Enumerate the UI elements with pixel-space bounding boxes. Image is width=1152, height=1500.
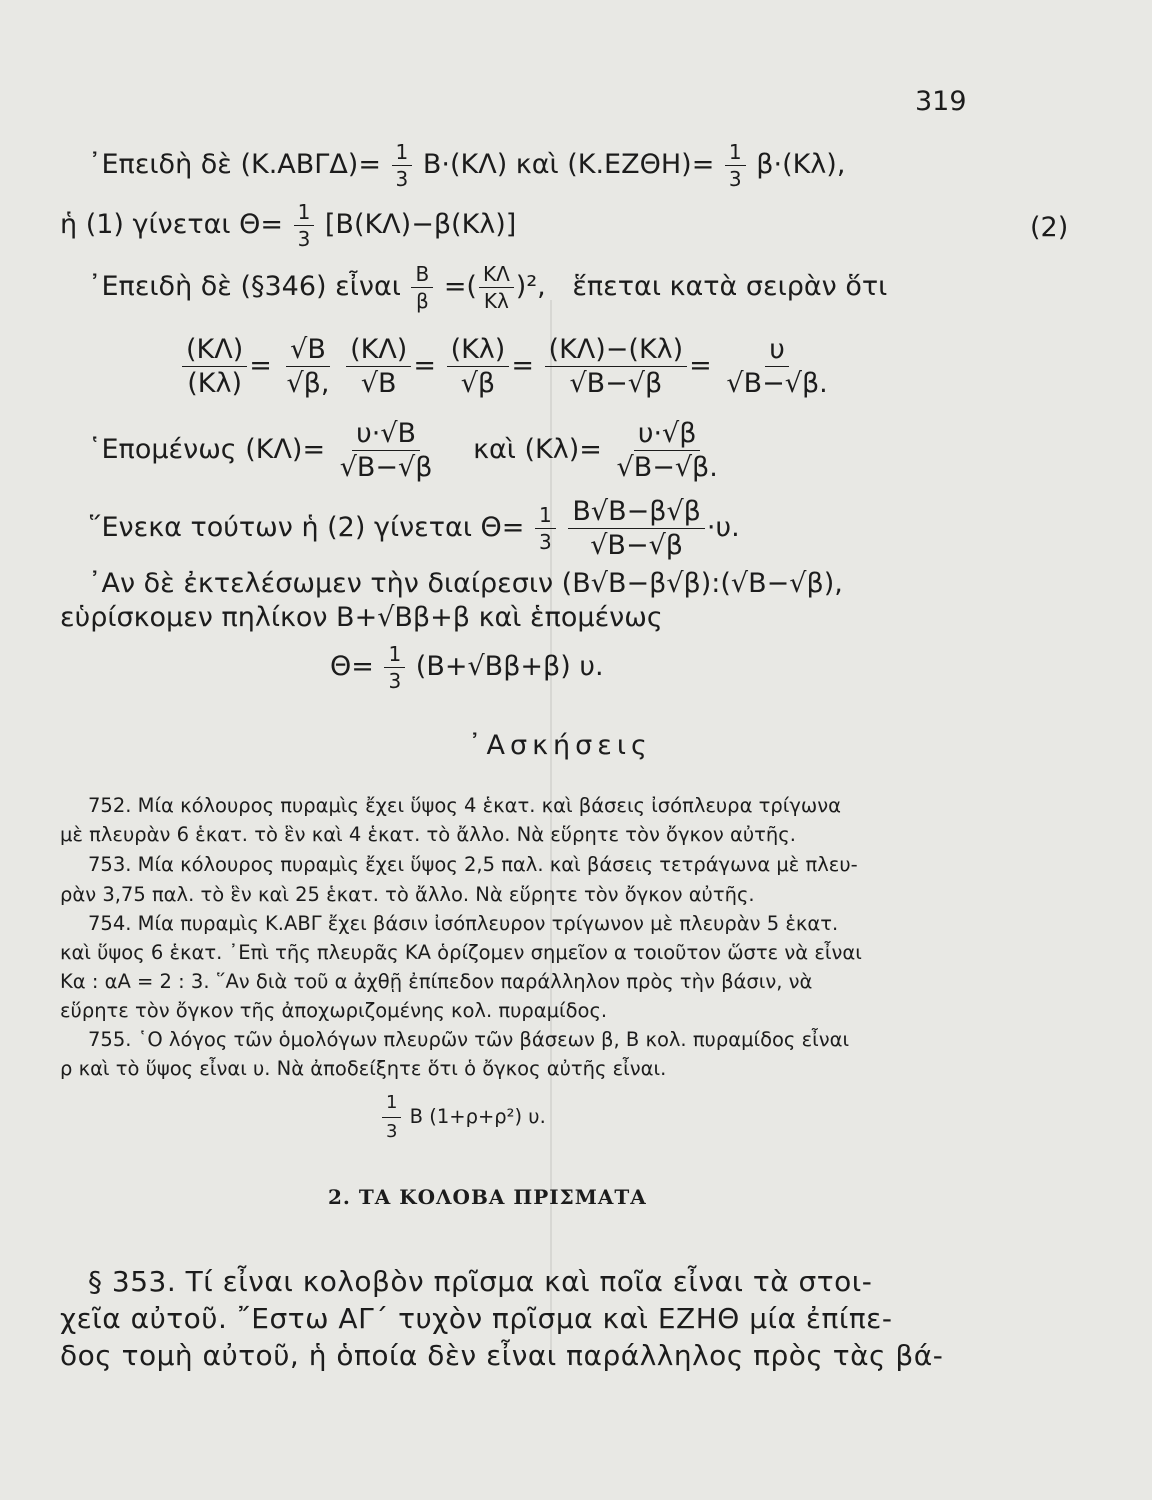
equation-tag: (2) (1030, 212, 1069, 243)
eq5-mid: καὶ (Κλ)= (473, 434, 602, 465)
body-line: § 353. Τί εἶναι κολοβὸν πρῖσμα καὶ ποῖα εἶναι τὰ στοι- (88, 1265, 873, 1298)
frac-den: β (415, 289, 429, 313)
frac-num: Β (411, 262, 433, 288)
eq1-lead: ᾿Επειδὴ δὲ (Κ.ΑΒΓΔ)= (88, 149, 381, 180)
fraction (447, 334, 510, 399)
frac-den: 3 (728, 167, 742, 191)
fraction (336, 418, 437, 483)
frac-num: υ·√Β (352, 418, 420, 451)
frac-num: υ·√β (634, 418, 701, 451)
frac-den: 3 (539, 530, 552, 554)
frac-den: √Β−√β (569, 368, 663, 399)
equation-final-volume (330, 642, 604, 693)
fraction (479, 262, 514, 313)
frac-num: (Κλ) (447, 334, 510, 367)
eq1-mid: Β·(ΚΛ) καὶ (Κ.ΕΖΘΗ)= (422, 149, 715, 180)
frac-num: 1 (535, 503, 556, 529)
frac-num: 1 (725, 140, 746, 166)
exercise-line: 754. Μία πυραμὶς Κ.ΑΒΓ ἔχει βάσιν ἰσόπλευρον τρίγωνον μὲ πλευρὰν 5 ἑκατ. (88, 912, 839, 935)
exercises-title: ᾿Ασκήσεις (468, 730, 652, 761)
eq5-lead: ῾Επομένως (ΚΛ)= (88, 434, 326, 465)
body-line: δος τομὴ αὐτοῦ, ἡ ὁποία δὲν εἶναι παράλληλος πρὸς τὰς βά- (60, 1339, 944, 1372)
fraction (282, 334, 333, 399)
fraction (182, 334, 247, 399)
eq2-tail: [Β(ΚΛ)−β(Κλ)] (324, 209, 517, 240)
equation-volumes (88, 140, 845, 191)
equation-chain: $\frac{(K\Lambda)}{(K\lambda)}$ = $\frac{√B}{√\beta,}$ $\frac{(K\Lambda)}{√B}$ = $\frac{(K\lambda)}{√\beta}$ = $\frac{(K\Lambda)-(K\lambda)}{√B-√\beta}$ = $\frac{\upsilon}{√B-√\beta.}$ (180, 334, 834, 399)
fraction (346, 334, 411, 399)
eq7-tail: (Β+√Ββ+β) υ. (415, 651, 604, 682)
frac-den: √Β−√β (590, 530, 684, 561)
fraction-one-third (535, 503, 556, 554)
frac-num: √Β (286, 334, 330, 367)
frac-den: 3 (386, 1121, 398, 1142)
fraction (411, 262, 433, 313)
exercise-line: 753. Μία κόλουρος πυραμὶς ἔχει ὕψος 2,5 παλ. καὶ βάσεις τετράγωνα μὲ πλευ- (88, 853, 858, 876)
frac-num: ΚΛ (479, 262, 514, 288)
frac-den: 3 (297, 227, 311, 251)
exercise-line: μὲ πλευρὰν 6 ἑκατ. τὸ ἓν καὶ 4 ἑκατ. τὸ ἄλλο. Νὰ εὕρητε τὸν ὄγκον αὐτῆς. (60, 823, 796, 846)
exercise-line: Κα : αΑ = 2 : 3. ῞Αν διὰ τοῦ α ἀχθῇ ἐπίπεδον παράλληλον πρὸς τὴν βάσιν, νὰ (60, 970, 813, 993)
equation-consequently (88, 418, 724, 483)
body-line: χεῖα αὐτοῦ. ῎Εστω ΑΓ΄ τυχὸν πρῖσμα καὶ ΕΖΗΘ μία ἐπίπε- (60, 1302, 893, 1335)
fraction (545, 334, 688, 399)
exercise-line: καὶ ὕψος 6 ἑκατ. ᾿Επὶ τῆς πλευρᾶς ΚΑ ὁρίζομεν σημεῖον α τοιοῦτον ὥστε νὰ εἶναι (60, 941, 862, 964)
eq8-tail: Β (1+ρ+ρ²) υ. (409, 1105, 546, 1128)
frac-den: √Β−√β. (616, 452, 718, 483)
exercise-line: 755. ῾Ο λόγος τῶν ὁμολόγων πλευρῶν τῶν βάσεων β, Β κολ. πυραμίδος εἶναι (88, 1028, 850, 1051)
equation-result (88, 496, 740, 561)
division-paragraph-line-2: εὑρίσκομεν πηλίκον Β+√Ββ+β καὶ ἑπομένως (60, 602, 663, 633)
frac-den: 3 (395, 167, 409, 191)
frac-num: 1 (294, 200, 315, 226)
fraction-one-third (382, 1090, 401, 1145)
eq6-tail: ·υ. (706, 512, 740, 543)
frac-num: υ (765, 334, 789, 367)
eq3-lead: ᾿Επειδὴ δὲ (§346) εἶναι (88, 271, 401, 302)
fraction (568, 496, 705, 561)
frac-den: Κλ (483, 289, 509, 313)
fraction (612, 418, 721, 483)
exercise-line: 752. Μία κόλουρος πυραμὶς ἔχει ὕψος 4 ἑκατ. καὶ βάσεις ἰσόπλευρα τρίγωνα (88, 794, 841, 817)
eq1-tail: β·(Κλ), (756, 149, 846, 180)
frac-den: √β (460, 368, 496, 399)
fraction-one-third (294, 200, 315, 251)
page-number: 319 (915, 86, 967, 117)
eq6-lead: ῞Ενεκα τούτων ἡ (2) γίνεται Θ= (88, 512, 525, 543)
eq7-lead: Θ= (330, 651, 374, 682)
frac-den: (Κλ) (187, 368, 242, 399)
exercise-line: ρὰν 3,75 παλ. τὸ ἓν καὶ 25 ἑκατ. τὸ ἄλλο. Νὰ εὕρητε τὸν ὄγκον αὐτῆς. (60, 883, 755, 906)
equation-ratio (88, 262, 887, 313)
frac-num: 1 (392, 140, 413, 166)
frac-den: √Β−√β. (726, 368, 828, 399)
fraction-one-third (725, 140, 746, 191)
division-paragraph-line-1: ᾿Αν δὲ ἐκτελέσωμεν τὴν διαίρεσιν (Β√Β−β√β):(√Β−√β), (88, 568, 843, 599)
frac-num: 1 (384, 642, 405, 668)
frac-num: (ΚΛ) (182, 334, 247, 367)
section-heading: 2. ΤΑ ΚΟΛΟΒΑ ΠΡΙΣΜΑΤΑ (328, 1185, 647, 1209)
fraction-one-third (392, 140, 413, 191)
frac-num: (ΚΛ)−(Κλ) (545, 334, 688, 367)
frac-den: √β, (286, 368, 330, 399)
frac-num: (ΚΛ) (346, 334, 411, 367)
equation-exercise-755 (380, 1090, 546, 1145)
eq3-close: )², (515, 271, 546, 302)
fraction (722, 334, 831, 399)
frac-den: √Β−√β (339, 452, 433, 483)
fraction-one-third (384, 642, 405, 693)
exercise-line: ρ καὶ τὸ ὕψος εἶναι υ. Νὰ ἀποδείξητε ὅτι ὁ ὄγκος αὐτῆς εἶναι. (60, 1057, 667, 1080)
eq3-tail: ἕπεται κατὰ σειρὰν ὅτι (572, 271, 888, 302)
exercise-line: εὕρητε τὸν ὄγκον τῆς ἀποχωριζομένης κολ. πυραμίδος. (60, 999, 608, 1022)
frac-num: 1 (382, 1090, 401, 1118)
equation-2 (60, 200, 516, 251)
frac-num: Β√Β−β√β (568, 496, 705, 529)
frac-den: √Β (360, 368, 397, 399)
eq3-open: =( (443, 271, 477, 302)
frac-den: 3 (388, 669, 402, 693)
eq2-lead: ἡ (1) γίνεται Θ= (60, 209, 283, 240)
